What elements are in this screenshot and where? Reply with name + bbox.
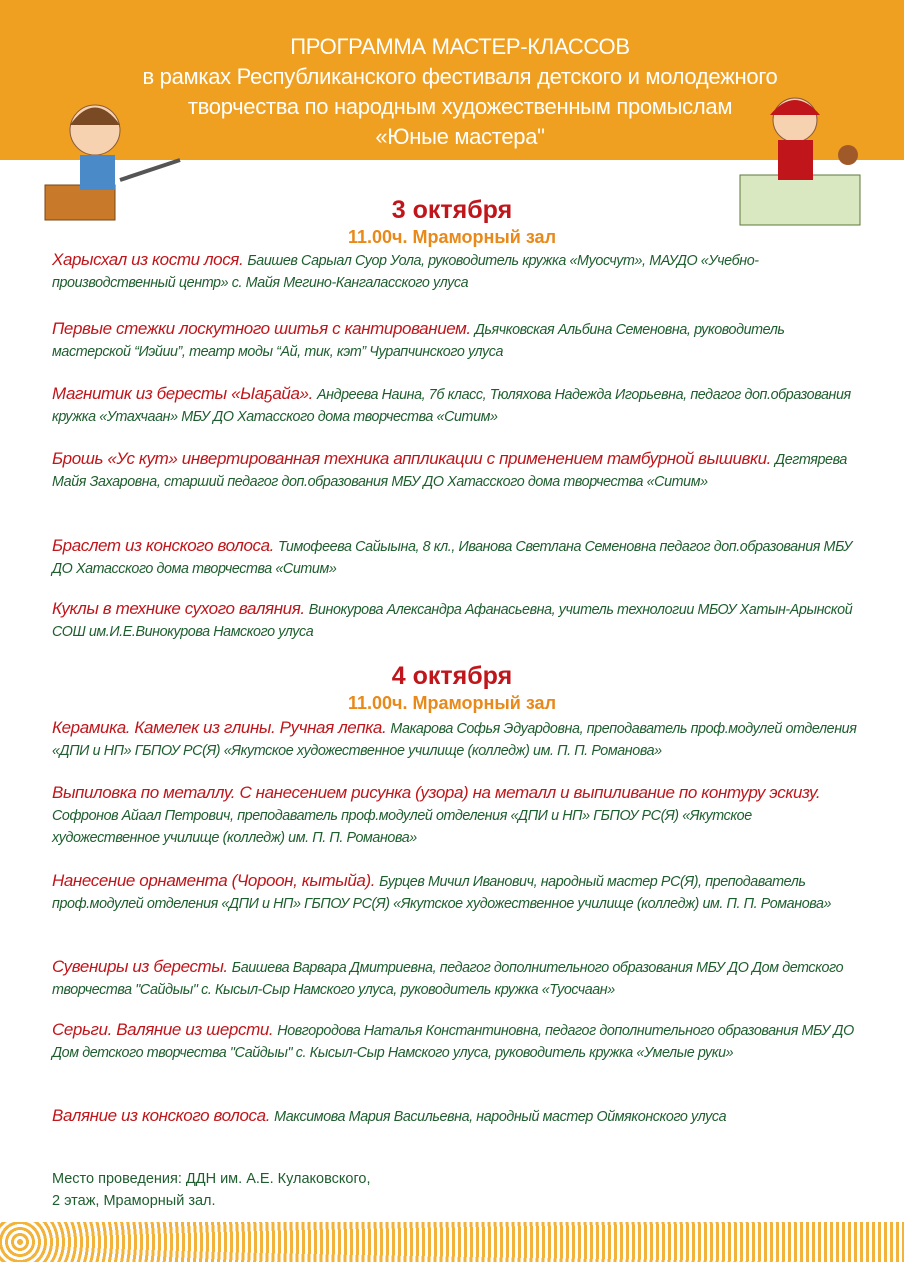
- entry-title: Харысхал из кости лося.: [52, 250, 244, 269]
- program-entry: [52, 535, 862, 580]
- entry-description: Тимофеева Сайыына, 8 кл., Иванова Светлана Семеновна педагог доп.образования МБУ ДО Хатасского дома творчества «Ситим»: [52, 539, 852, 577]
- entry-title: Браслет из конского волоса.: [52, 536, 274, 555]
- header-line: творчества по народным художественным промыслам: [187, 94, 733, 119]
- entry-description: Дегтярева Майя Захаровна, старший педагог доп.образования МБУ ДО Хатасского дома творчества «Ситим»: [52, 452, 847, 490]
- entry-title: Куклы в технике сухого валяния.: [52, 599, 305, 618]
- entry-title: Первые стежки лоскутного шитья с кантированием.: [52, 319, 471, 338]
- entry-title: Серьги. Валяние из шерсти.: [52, 1020, 274, 1039]
- venue-line: 2 этаж, Мраморный зал.: [52, 1193, 216, 1209]
- entry-description: Дьячковская Альбина Семеновна, руководитель мастерской “Иэйии”, театр моды “Ай, тик, кэт” Чурапчинского улуса: [52, 322, 785, 360]
- ornament-border: [0, 1222, 904, 1262]
- entry-description: Бурцев Мичил Иванович, народный мастер РС(Я), преподаватель проф.модулей отделения «ДПИ и НП» ГБПОУ РС(Я) «Якутское художественное училище (колледж) им. П. П. Романова»: [52, 874, 832, 912]
- day-2-time-place: 11.00ч. Мраморный зал: [347, 693, 557, 713]
- entry-description: Винокурова Александра Афанасьевна, учитель технологии МБОУ Хатын-Арынской СОШ им.И.Е.Винокурова Намского улуса: [52, 602, 853, 640]
- entry-description: Новгородова Наталья Константиновна, педагог дополнительного образования МБУ ДО Дом детского творчества "Сайдыы" с. Кысыл-Сыр Намского улуса, руководитель кружка «Умелые руки»: [52, 1023, 854, 1061]
- program-entry: [52, 1019, 862, 1064]
- entry-title: Нанесение орнамента (Чороон, кытыйа).: [52, 871, 376, 890]
- header-line: в рамках Республиканского фестиваля детского и молодежного: [142, 64, 778, 89]
- entry-description: Макарова Софья Эдуардовна, преподаватель проф.модулей отделения «ДПИ и НП» ГБПОУ РС(Я) «Якутское художественное училище (колледж) им. П. П. Романова»: [52, 721, 857, 759]
- header-line: «Юные мастера": [375, 124, 545, 149]
- program-entry: [52, 956, 862, 1001]
- program-entry: [52, 598, 862, 643]
- program-entry: [52, 448, 862, 493]
- program-entry: [52, 1105, 862, 1128]
- day-1-time-place: 11.00ч. Мраморный зал: [347, 227, 557, 247]
- day-2-date: 4 октября: [391, 662, 513, 690]
- day-1-date: 3 октября: [391, 196, 513, 224]
- entry-title: Брошь «Ус кут» инвертированная техника аппликации с применением тамбурной вышивки.: [52, 449, 771, 468]
- program-entry: [52, 249, 862, 294]
- entry-description: Баишева Варвара Дмитриевна, педагог дополнительного образования МБУ ДО Дом детского творчества "Сайдыы" с. Кысыл-Сыр Намского улуса, руководитель кружка «Туосчаан»: [52, 960, 844, 998]
- entry-title: Керамика. Камелек из глины. Ручная лепка.: [52, 718, 387, 737]
- entry-title: Валяние из конского волоса.: [52, 1106, 271, 1125]
- program-entry: [52, 318, 862, 363]
- program-entry: [52, 782, 862, 849]
- entry-description: Баишев Сарыал Суор Уола, руководитель кружка «Муосчут», МАУДО «Учебно-производственный центр» с. Майя Мегино-Кангаласского улуса: [52, 253, 759, 291]
- header-title: ПРОГРАММА МАСТЕР-КЛАССОВ: [290, 34, 630, 59]
- program-entry: [52, 383, 862, 428]
- entry-description: Софронов Айаал Петрович, преподаватель проф.модулей отделения «ДПИ и НП» ГБПОУ РС(Я) «Якутское художественное училище (колледж) им. П. П. Романова»: [52, 808, 752, 846]
- entry-title: Выпиловка по металлу. С нанесением рисунка (узора) на металл и выпиливание по контуру эскизу.: [52, 783, 821, 802]
- entry-description: Андреева Наина, 7б класс, Тюляхова Надежда Игорьевна, педагог доп.образования кружка «Утахчаан» МБУ ДО Хатасского дома творчества «Ситим»: [52, 387, 851, 425]
- program-entry: [52, 870, 862, 915]
- venue-line: Место проведения: ДДН им. А.Е. Кулаковского,: [52, 1171, 371, 1187]
- program-entry: [52, 717, 862, 762]
- entry-title: Магнитик из бересты «Ыаҕайа».: [52, 384, 313, 403]
- entry-description: Максимова Мария Васильевна, народный мастер Оймяконского улуса: [274, 1109, 727, 1125]
- entry-title: Сувениры из бересты.: [52, 957, 228, 976]
